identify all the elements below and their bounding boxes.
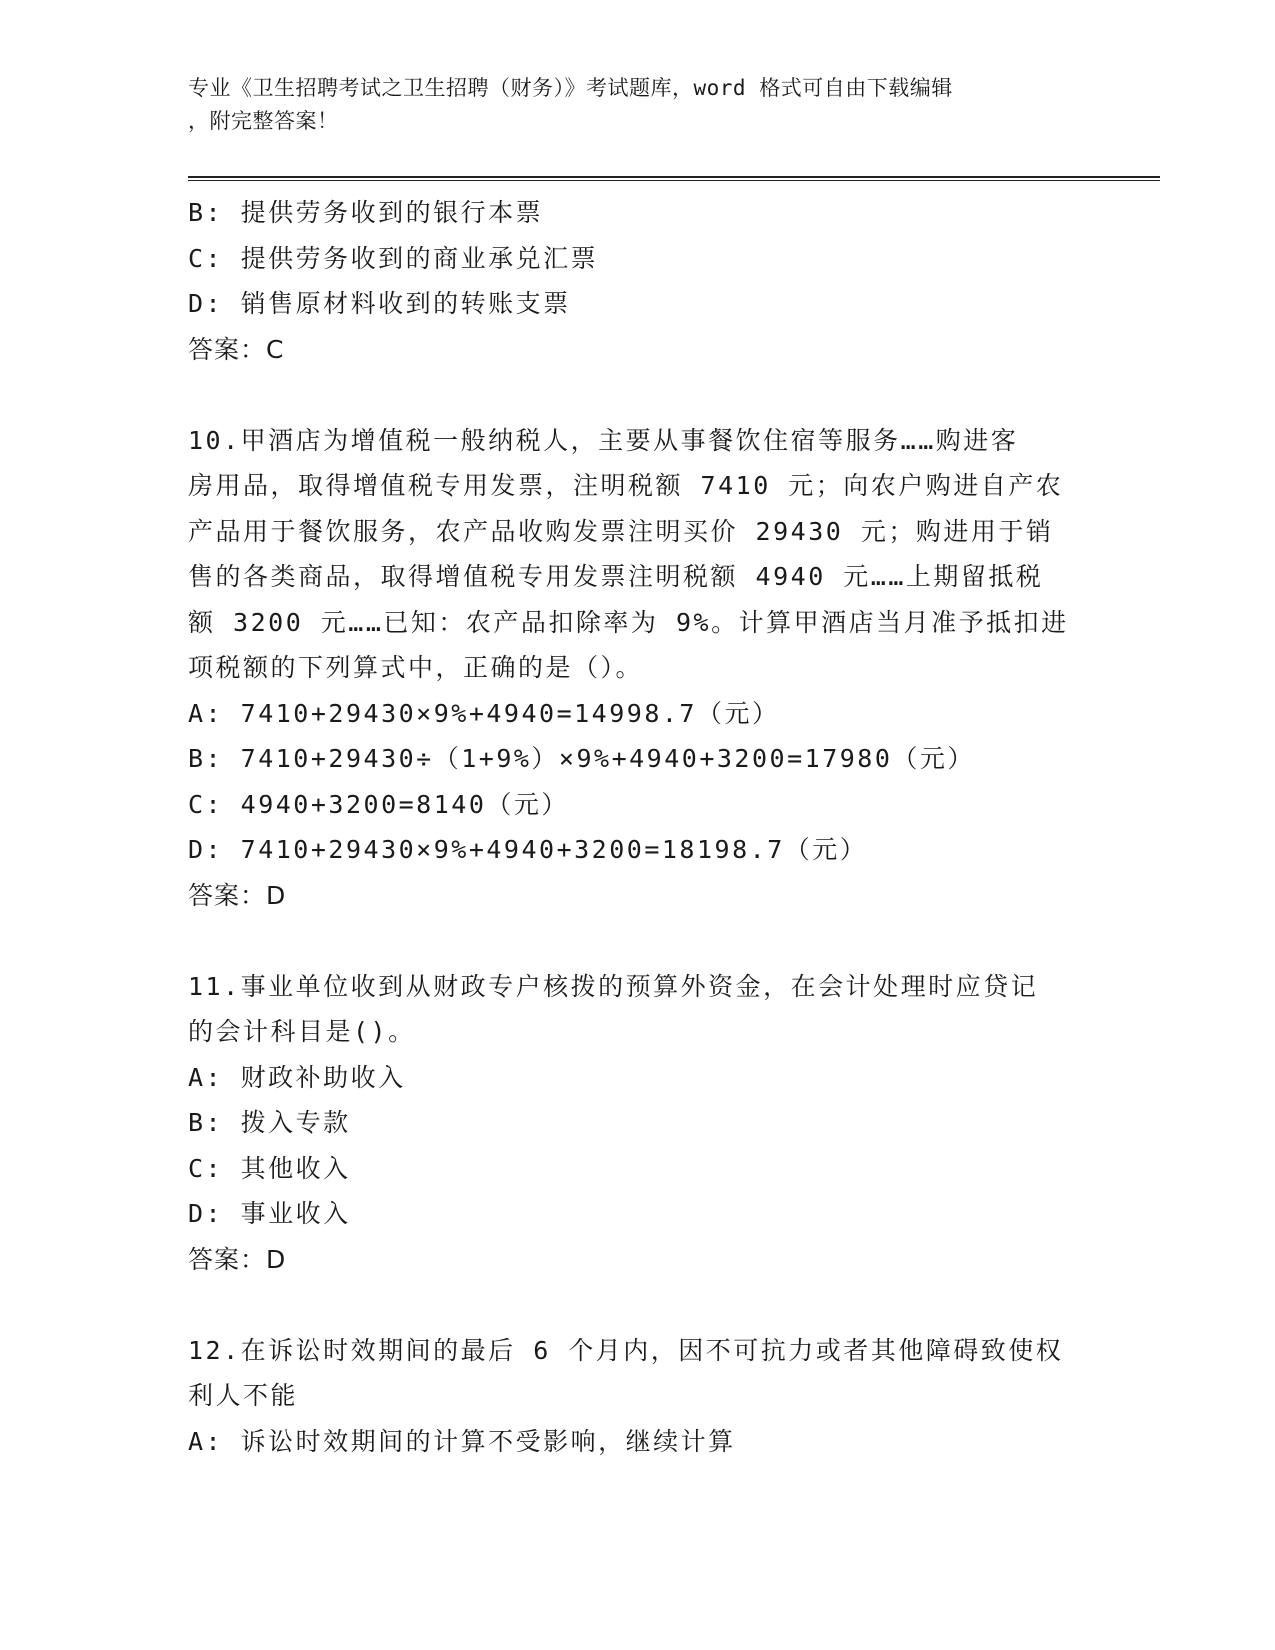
question-text-line: 项税额的下列算式中，正确的是（）。 bbox=[188, 653, 644, 682]
option-d: D: 事业收入 bbox=[188, 1199, 351, 1228]
option-b: B: 拨入专款 bbox=[188, 1108, 351, 1137]
spacer bbox=[188, 918, 1088, 964]
option-c: C: 其他收入 bbox=[188, 1153, 351, 1183]
document-header bbox=[188, 72, 1088, 138]
option-a: A: 诉讼时效期间的计算不受影响，继续计算 bbox=[188, 1426, 736, 1456]
question-text-line: 11.事业单位收到从财政专户核拨的预算外资金，在会计处理时应贷记 bbox=[188, 971, 1039, 1001]
question-text-line: 利人不能 bbox=[188, 1381, 299, 1410]
option-a: A: 财政补助收入 bbox=[188, 1062, 406, 1092]
spacer bbox=[188, 372, 1088, 418]
option-b: B: 7410+29430÷（1+9%）×9%+4940+3200=17980（元） bbox=[188, 744, 975, 773]
question-text-line: 12.在诉讼时效期间的最后 6 个月内，因不可抗力或者其他障碍致使权 bbox=[188, 1335, 1064, 1365]
question-list bbox=[188, 190, 1088, 1464]
answer-line: 答案：D bbox=[188, 880, 287, 910]
option-d: D: 7410+29430×9%+4940+3200=18198.7（元） bbox=[188, 835, 868, 864]
header-line-2: ，附完整答案！ bbox=[188, 109, 339, 133]
question-text-line: 售的各类商品，取得增值税专用发票注明税额 4940 元……上期留抵税 bbox=[188, 562, 1044, 591]
question-block-11 bbox=[188, 964, 1088, 1283]
option-d: D: 销售原材料收到的转账支票 bbox=[188, 289, 571, 318]
question-text-line: 的会计科目是()。 bbox=[188, 1017, 416, 1046]
answer-line: 答案：D bbox=[188, 1244, 287, 1274]
option-c: C: 提供劳务收到的商业承兑汇票 bbox=[188, 243, 599, 273]
question-text-line: 额 3200 元……已知：农产品扣除率为 9%。计算甲酒店当月准予抵扣进 bbox=[188, 607, 1069, 637]
question-block-prev bbox=[188, 190, 1088, 372]
question-block-12 bbox=[188, 1328, 1088, 1465]
question-text-line: 房用品，取得增值税专用发票，注明税额 7410 元；向农户购进自产农 bbox=[188, 471, 1064, 500]
question-text-line: 10.甲酒店为增值税一般纳税人，主要从事餐饮住宿等服务……购进客 bbox=[188, 425, 1019, 455]
question-text-line: 产品用于餐饮服务，农产品收购发票注明买价 29430 元；购进用于销 bbox=[188, 516, 1054, 546]
header-divider bbox=[188, 176, 1160, 181]
option-a: A: 7410+29430×9%+4940=14998.7（元） bbox=[188, 698, 780, 728]
option-b: B: 提供劳务收到的银行本票 bbox=[188, 198, 544, 227]
header-line-1: 专业《卫生招聘考试之卫生招聘（财务）》考试题库，word 格式可自由下载编辑 bbox=[188, 76, 953, 100]
option-c: C: 4940+3200=8140（元） bbox=[188, 789, 569, 819]
spacer bbox=[188, 1282, 1088, 1328]
answer-line: 答案：C bbox=[188, 334, 285, 364]
question-block-10 bbox=[188, 418, 1088, 919]
